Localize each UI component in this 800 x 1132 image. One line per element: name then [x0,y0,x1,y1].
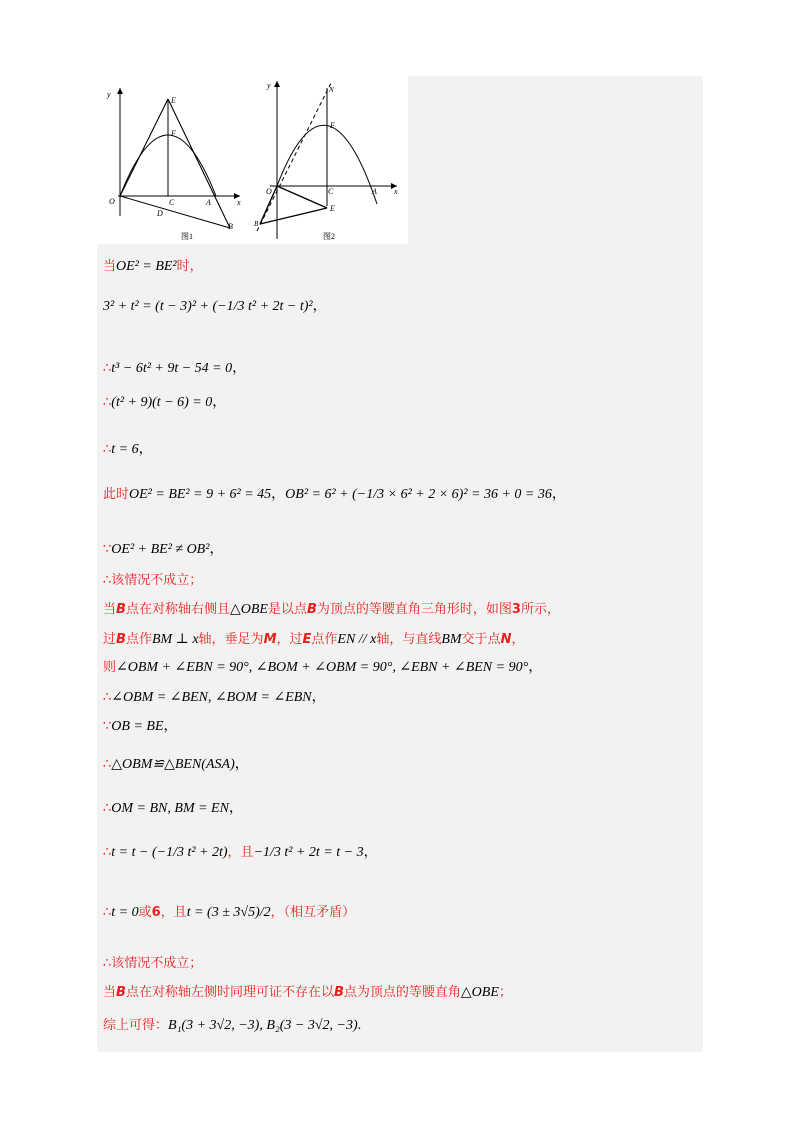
line-9-a: 当 [103,602,117,617]
line-12-symbol: ∴ [103,690,112,705]
line-19-a: 当 [103,985,117,1000]
fig1-y-arrow-icon [117,88,123,94]
fig2-dashed-line [257,81,332,231]
fig1-segment-OE [120,99,168,196]
line-9-c: 点在对称轴右侧且 [125,602,230,617]
line-10-e: M [263,632,277,647]
fig1-label-O: O [109,197,115,206]
line-17-math-b: t = (3 ± 3√5)/2 [186,905,271,920]
line-10-math-3: BM [441,632,462,647]
line-9-math: △OBE [229,602,268,617]
line-10-j: 交于点 [461,632,501,647]
line-2-end: ， [312,299,327,314]
line-4-end: ， [212,395,227,410]
fig1-caption: 图1 [181,232,193,241]
fig2-label-x: x [394,187,398,196]
line-10-a: 过 [103,632,117,647]
line-16-math-b: −1/3 t² + 2t = t − 3 [253,845,364,860]
line-17-or: 或 [138,905,152,920]
line-10-k: N [500,632,512,647]
line-6-mid: ， [271,487,286,502]
line-7-math: OE² + BE² ≠ OB² [111,542,210,557]
line-11-text: 则 [103,660,117,675]
line-10-f: ，过 [276,632,303,647]
line-9-h: 所示， [520,602,560,617]
line-4-symbol: ∴ [103,395,112,410]
line-10 [103,630,524,650]
line-8: ∴该情况不成立； [103,573,203,588]
line-15-end: ， [228,801,243,816]
line-13-math: OB = BE [111,719,164,734]
line-17-symbol: ∴ [103,905,112,920]
line-1-text: 当 [103,259,117,274]
line-1-math: OE² = BE² [116,259,177,274]
line-15-math: OM = BN, BM = EN [111,801,229,816]
line-14-end: ， [234,757,249,772]
line-11 [103,658,542,678]
fig2-label-F: F [330,121,335,130]
line-20 [103,1016,361,1036]
line-13 [103,717,178,737]
line-6 [103,485,566,505]
fig1-label-B: B [228,222,233,231]
fig1-segment-OB [120,196,230,228]
figure-1 [106,88,241,241]
line-12-math: ∠OBM = ∠BEN, ∠BOM = ∠EBN [111,690,312,705]
line-17-mid: ，且 [160,905,187,920]
line-4-math: (t² + 9)(t − 6) = 0 [111,395,213,410]
line-6-text: 此时 [103,487,130,502]
figure-1-diagram [97,76,408,244]
line-3 [103,359,246,379]
fig1-label-C: C [169,198,175,207]
line-3-math: t³ − 6t² + 9t − 54 = 0 [111,361,233,376]
line-20-text: 综上可得： [103,1018,169,1033]
line-10-math-2: EN // x [337,632,377,647]
line-10-b: B [116,632,126,647]
line-10-math-1: BM ⊥ x [151,632,199,647]
line-6-math-a: OE² = BE² = 9 + 6² = 45 [129,487,272,502]
line-17-end: ，（相互矛盾） [270,905,356,920]
fig1-label-F: F [171,129,176,138]
line-19-d: B [333,985,344,1000]
fig2-label-y: y [267,81,271,90]
fig2-label-N: N [329,86,334,94]
fig1-label-y: y [107,90,111,99]
line-10-h: 点作 [311,632,338,647]
line-13-symbol: ∵ [103,719,112,734]
fig2-label-E: E [330,204,335,213]
line-10-c: 点作 [125,632,152,647]
line-7 [103,540,223,560]
line-19-math: △OBE [460,985,499,1000]
line-9 [103,600,560,620]
line-3-end: ， [232,361,247,376]
line-17-math-a: t = 0 [111,905,139,920]
line-16-mid: ，且 [227,845,254,860]
line-15 [103,799,243,819]
fig2-label-C: C [328,187,334,196]
line-16 [103,843,378,863]
fig2-y-arrow-icon [274,81,280,87]
line-14 [103,755,249,775]
fig1-label-x: x [237,198,241,207]
line-7-symbol: ∵ [103,542,112,557]
line-5-symbol: ∴ [103,442,112,457]
line-19-e: 点为顶点的等腰直角 [343,985,461,1000]
line-20-end: . [357,1018,362,1033]
line-6-math-b: OB² = 6² + (−1/3 × 6² + 2 × 6)² = 36 + 0 = 36 [285,487,552,502]
fig2-segment-OE [277,186,327,208]
line-9-d: 是以点 [267,602,307,617]
line-14-math: △OBM≌△BEN(ASA) [111,757,235,772]
line-2-math: 3² + t² = (t − 3)² + (−1/3 t² + 2t − t)² [103,299,313,314]
fig1-label-D: D [157,209,163,218]
line-13-end: ， [163,719,178,734]
line-19-b: B [116,985,126,1000]
line-10-l: ， [511,632,525,647]
line-19 [103,983,512,1003]
line-10-i: 轴，与直线 [376,632,442,647]
line-5-end: ， [138,442,153,457]
line-19-end: ； [498,985,512,1000]
fig2-caption: 图2 [323,232,335,241]
line-4 [103,393,226,413]
line-17 [103,903,355,923]
line-18: ∴该情况不成立； [103,956,203,971]
figure-2 [254,81,398,241]
line-10-g: E [302,632,312,647]
line-6-end: ， [551,487,566,502]
line-5-math: t = 6 [111,442,139,457]
line-9-f: 为顶点的等腰直角三角形时，如图 [316,602,512,617]
fig2-label-A: A [372,187,377,196]
line-15-symbol: ∴ [103,801,112,816]
line-16-symbol: ∴ [103,845,112,860]
line-12-end: ， [311,690,326,705]
line-17-six: 6 [151,905,161,920]
line-16-math-a: t = t − (−1/3 t² + 2t) [111,845,228,860]
fig1-label-E: E [171,96,176,105]
line-10-d: 轴，垂足为 [198,632,264,647]
line-5 [103,440,153,460]
line-12 [103,688,326,708]
fig1-segment-EB [168,99,230,228]
figures-area [97,76,408,244]
line-11-math: ∠OBM + ∠EBN = 90°, ∠BOM + ∠OBM = 90°, ∠EBN + ∠BEN = 90° [116,660,529,675]
line-1 [103,257,203,277]
line-1-suffix: 时， [176,259,203,274]
fig2-label-O: O [266,187,272,196]
line-3-symbol: ∴ [103,361,112,376]
line-9-e: B [306,602,317,617]
line-9-g: 3 [511,602,521,617]
line-16-end: ， [363,845,378,860]
fig2-label-B: B [254,220,259,228]
line-2 [103,297,327,317]
line-7-end: ， [209,542,224,557]
fig2-segment-BE [260,208,327,224]
line-11-end: ， [528,660,543,675]
line-19-c: 点在对称轴左侧时同理可证不存在以 [125,985,334,1000]
line-14-symbol: ∴ [103,757,112,772]
fig1-label-A: A [206,198,211,207]
line-9-b: B [116,602,126,617]
line-20-math: B₁(3 + 3√2, −3), B₂(3 − 3√2, −3) [168,1018,358,1033]
